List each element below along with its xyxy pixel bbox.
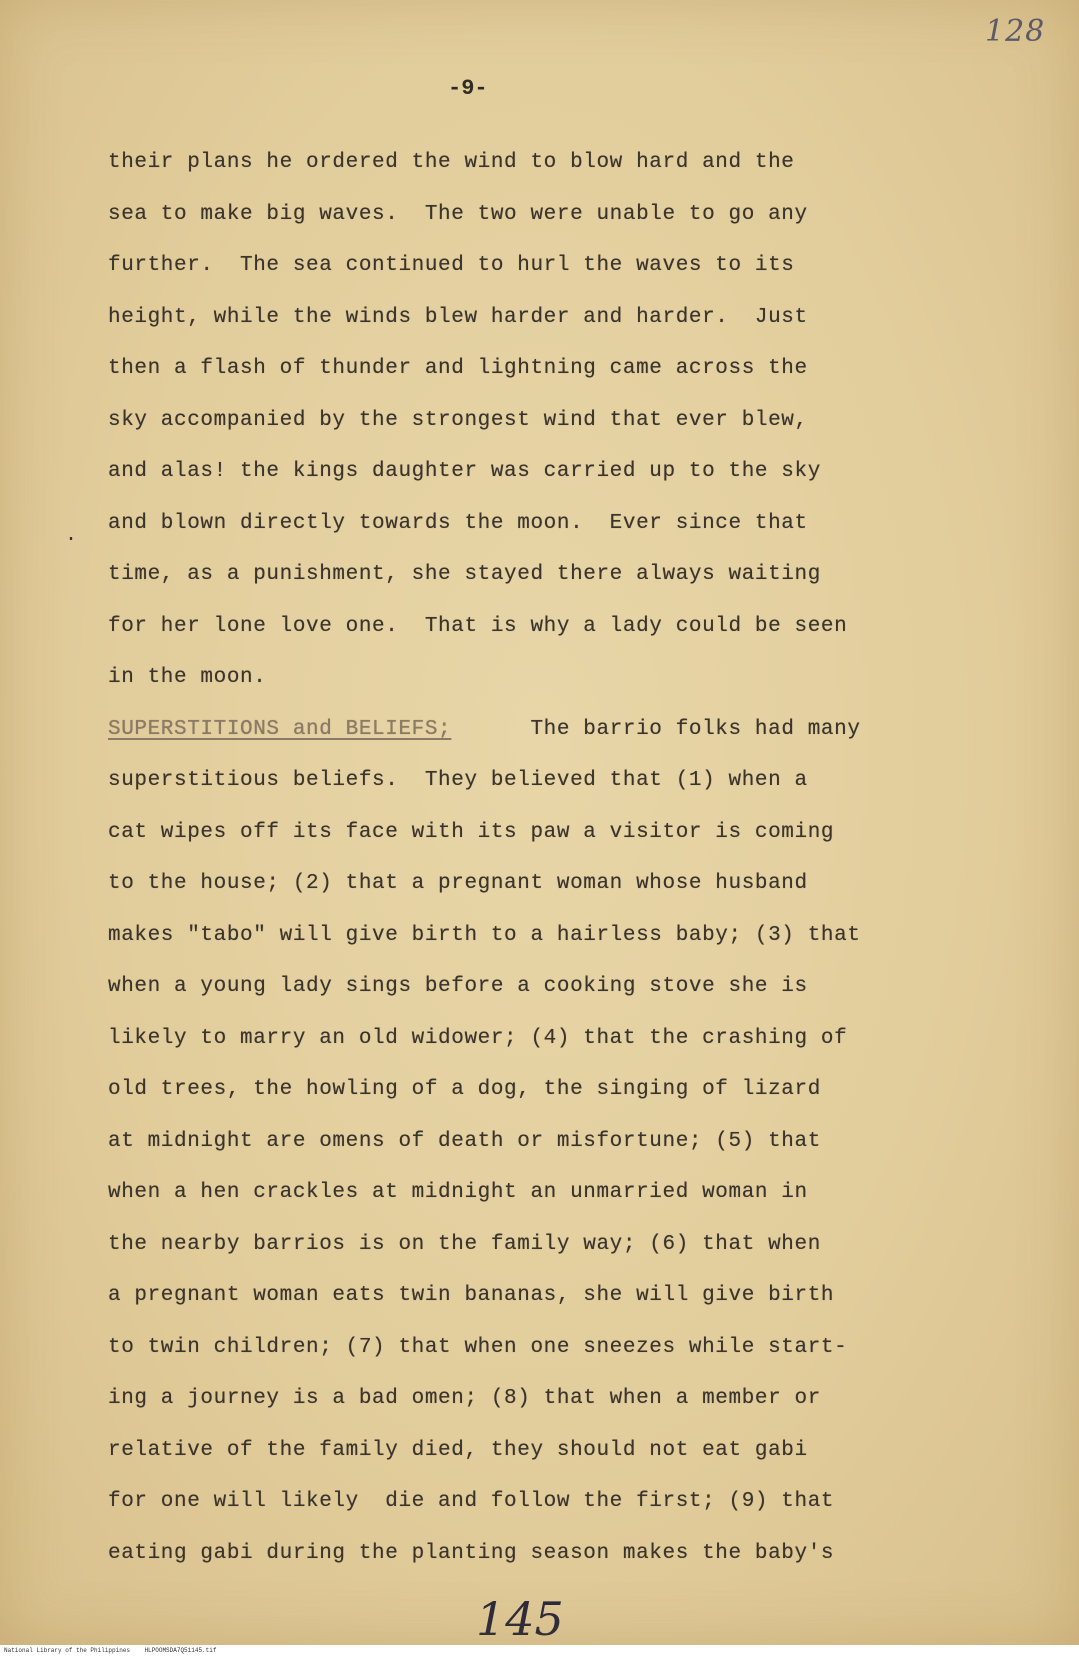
typewritten-body	[108, 148, 988, 1590]
section-heading-text: The barrio folks had many	[451, 717, 861, 741]
text-line: a pregnant woman eats twin bananas, she will give birth	[108, 1284, 835, 1307]
text-line: sky accompanied by the strongest wind that ever blew,	[108, 408, 808, 432]
footer-library: National Library of the Philippines	[4, 1647, 131, 1654]
text-line: and blown directly towards the moon. Ever since that	[108, 511, 808, 535]
text-line: sea to make big waves. The two were unable to go any	[108, 202, 808, 226]
text-line: for one will likely die and follow the first; (9) that	[108, 1490, 835, 1513]
section-heading-line	[108, 715, 988, 767]
section-heading-label: SUPERSTITIONS and BELIEFS;	[108, 717, 452, 741]
text-line: the nearby barrios is on the family way; (6) that when	[108, 1232, 821, 1256]
text-line: when a young lady sings before a cooking stove she is	[108, 975, 808, 998]
text-line: likely to marry an old widower; (4) that the crashing of	[108, 1026, 848, 1050]
text-line: for her lone love one. That is why a lady could be seen	[108, 614, 848, 638]
text-line: time, as a punishment, she stayed there always waiting	[108, 563, 821, 586]
text-line: at midnight are omens of death or misfortune; (5) that	[108, 1129, 821, 1153]
text-line: when a hen crackles at midnight an unmarried woman in	[108, 1181, 808, 1204]
text-line: in the moon.	[108, 666, 267, 689]
text-line: further. The sea continued to hurl the waves to its	[108, 254, 795, 277]
text-line: their plans he ordered the wind to blow hard and the	[108, 151, 795, 174]
text-line: to twin children; (7) that when one sneezes while start-	[108, 1335, 848, 1359]
text-line: to the house; (2) that a pregnant woman whose husband	[108, 872, 808, 895]
page-number: -9-	[448, 76, 488, 101]
margin-mark: .	[65, 524, 78, 547]
scan-footer-text	[4, 1645, 216, 1657]
text-line: and alas! the kings daughter was carried up to the sky	[108, 460, 821, 483]
text-line: ing a journey is a bad omen; (8) that when a member or	[108, 1387, 821, 1410]
text-line: then a flash of thunder and lightning came across the	[108, 357, 808, 380]
text-line: eating gabi during the planting season makes the baby's	[108, 1541, 835, 1565]
text-line: makes "tabo" will give birth to a hairless baby; (3) that	[108, 923, 861, 947]
handwritten-page-number: 145	[476, 1592, 564, 1645]
text-line: old trees, the howling of a dog, the singing of lizard	[108, 1078, 821, 1101]
text-line: cat wipes off its face with its paw a visitor is coming	[108, 820, 835, 844]
text-line: superstitious beliefs. They believed that (1) when a	[108, 769, 808, 792]
footer-file-name: HLPOOMSDA7Q51145.tif	[144, 1647, 217, 1654]
text-line: relative of the family died, they should not eat gabi	[108, 1438, 808, 1462]
text-line: height, while the winds blew harder and harder. Just	[108, 305, 808, 329]
scan-footer	[0, 1645, 1079, 1658]
archive-page-number: 128	[985, 14, 1046, 49]
